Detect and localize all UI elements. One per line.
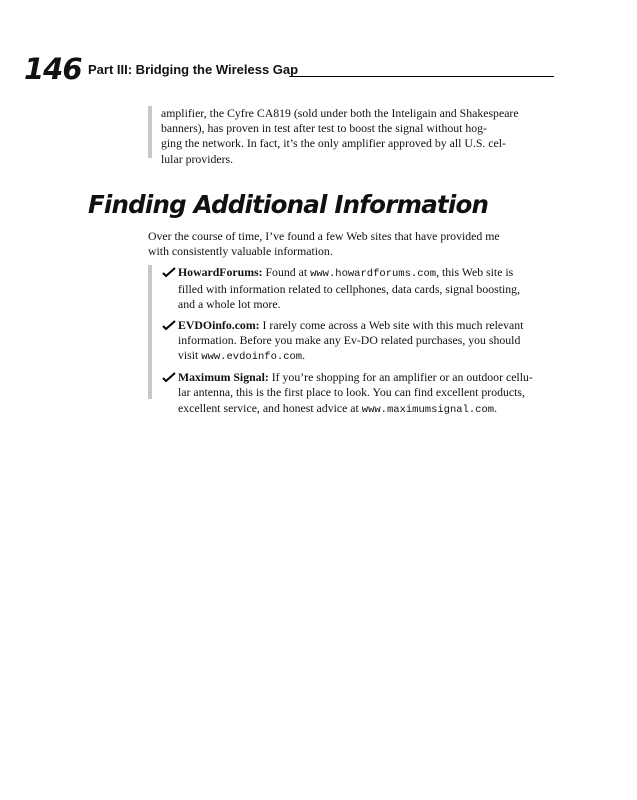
bullet-item-evdoinfo	[162, 318, 570, 366]
continued-line: banners), has proven in test after test to boost the signal without hog-	[161, 121, 487, 136]
bullet-item-maximumsignal	[162, 370, 570, 418]
page-number: 146	[24, 52, 82, 86]
part-title: Part III: Bridging the Wireless Gap	[88, 62, 299, 77]
bullet-list	[148, 265, 570, 416]
intro-line: Over the course of time, I’ve found a few Web sites that have provided me	[148, 229, 500, 243]
bullet-text: I rarely come across a Web site with this much relevant	[259, 317, 524, 332]
continued-paragraph	[148, 106, 569, 166]
section-heading: Finding Additional Information	[88, 190, 489, 219]
bullet-text: , this Web site is	[436, 265, 514, 279]
bullet-text: .	[302, 348, 306, 363]
continued-line: lular providers.	[161, 151, 234, 166]
checkmark-bullet-icon	[162, 267, 176, 278]
bullet-text: Found at	[262, 265, 311, 279]
page-header	[24, 52, 554, 86]
bullet-term: EVDOinfo.com:	[178, 317, 260, 332]
bullet-term: HowardForums:	[178, 265, 263, 279]
intro-paragraph	[148, 229, 548, 259]
bullet-text: and a whole lot more.	[178, 297, 281, 312]
checkmark-bullet-icon	[162, 372, 176, 383]
bullet-text: excellent service, and honest advice at	[178, 400, 362, 415]
header-rule	[289, 76, 554, 77]
bullet-text: visit	[178, 348, 202, 363]
bullet-text: filled with information related to cellphones, data cards, signal boosting,	[178, 282, 521, 297]
url-evdoinfo: www.evdoinfo.com	[201, 351, 303, 364]
continued-line: amplifier, the Cyfre CA819 (sold under both the Inteligain and Shakespeare	[161, 106, 519, 120]
checkmark-bullet-icon	[162, 320, 176, 331]
bullet-text: lar antenna, this is the first place to look. You can find excellent products,	[178, 385, 525, 400]
bullet-item-howardforums	[162, 265, 570, 313]
continued-line: ging the network. In fact, it’s the only amplifier approved by all U.S. cel-	[161, 136, 506, 151]
bullet-text: If you’re shopping for an amplifier or an outdoor cellu-	[268, 370, 533, 385]
bullet-text: information. Before you make any Ev-DO related purchases, you should	[178, 332, 521, 347]
url-maximumsignal: www.maximumsignal.com	[361, 403, 495, 416]
bullet-text: .	[494, 400, 498, 415]
bullet-term: Maximum Signal:	[178, 370, 269, 385]
intro-line: with consistently valuable information.	[148, 244, 333, 259]
url-howardforums: www.howardforums.com	[310, 268, 437, 280]
